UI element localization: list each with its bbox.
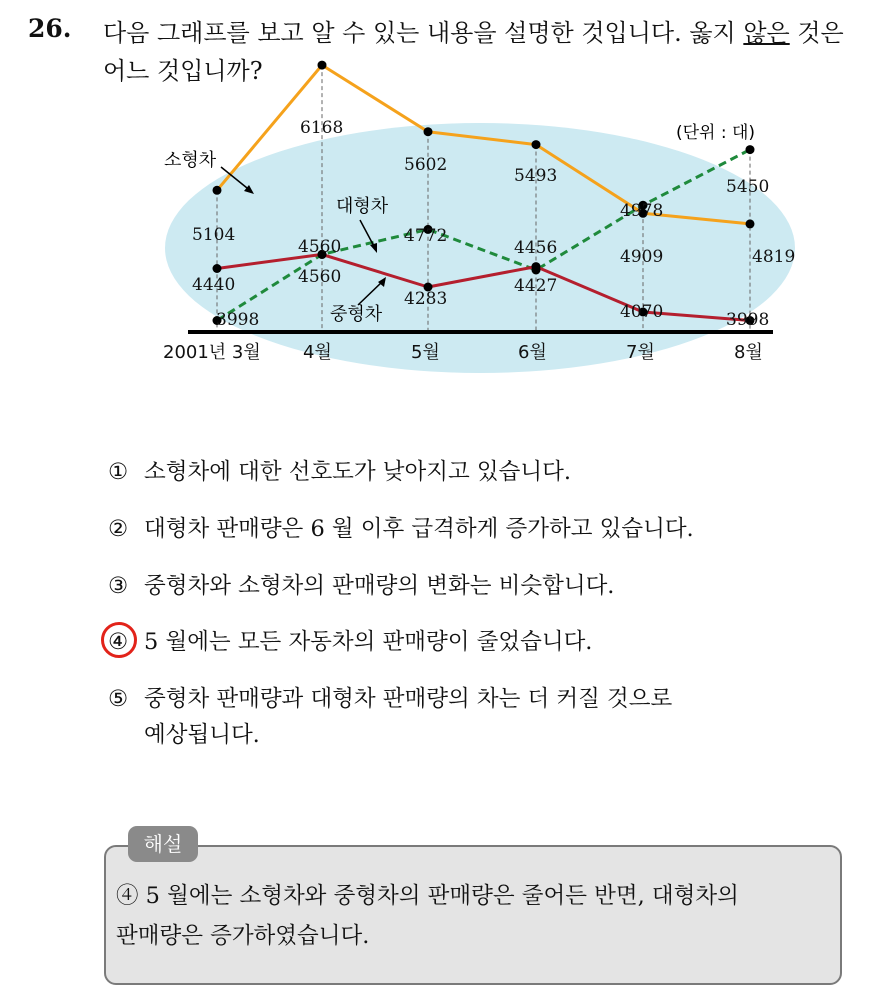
choice-2[interactable] — [108, 511, 694, 547]
choice-3[interactable] — [108, 568, 614, 604]
question-text-underlined: 않은 — [743, 19, 790, 47]
value-label-medium-3: 4456 — [514, 238, 558, 258]
value-label-large-5: 5450 — [726, 177, 770, 197]
choice-1[interactable] — [108, 454, 571, 490]
value-label-large-3: 4427 — [514, 276, 558, 296]
series-label-large: 대형차 — [336, 196, 389, 217]
question-text-before: 다음 그래프를 보고 알 수 있는 내용을 설명한 것입니다. 옳지 — [103, 19, 744, 47]
value-label-medium-0: 4440 — [192, 275, 236, 295]
value-label-medium-2: 4283 — [404, 289, 448, 309]
x-label-2: 5월 — [411, 342, 440, 363]
question-text-after: 것은 어느 것입니까? — [103, 19, 844, 85]
series-label-small: 소형차 — [164, 150, 217, 171]
data-point-s2-3 — [532, 262, 541, 271]
value-label-small-3: 5493 — [514, 166, 558, 186]
choice-1-marker: ① — [108, 459, 129, 485]
choice-4-text: 5 월에는 모든 자동차의 판매량이 줄었습니다. — [144, 629, 593, 655]
choice-5-text-line2: 예상됩니다. — [144, 722, 260, 748]
data-point-s0-3 — [532, 140, 541, 149]
data-point-s0-5 — [746, 219, 755, 228]
explanation-line-2: 판매량은 증가하였습니다. — [116, 923, 370, 949]
x-label-1: 4월 — [303, 342, 332, 363]
value-label-medium-4: 4070 — [620, 302, 664, 322]
value-label-large-0: 3998 — [216, 310, 260, 330]
x-label-5: 8월 — [734, 342, 763, 363]
data-point-s2-0 — [213, 264, 222, 273]
question-number: 26. — [28, 14, 72, 43]
series-label-medium: 중형차 — [330, 304, 383, 325]
x-label-4: 7월 — [626, 342, 655, 363]
choice-1-text: 소형차에 대한 선호도가 낮아지고 있습니다. — [144, 459, 571, 485]
data-point-s0-0 — [213, 186, 222, 195]
choice-4[interactable] — [108, 624, 592, 660]
value-label-large-1: 4560 — [298, 267, 342, 287]
explanation-tag: 해설 — [128, 826, 198, 862]
value-label-small-4: 4909 — [620, 247, 664, 267]
data-point-s1-5 — [746, 145, 755, 154]
value-label-medium-5: 3998 — [726, 310, 770, 330]
choice-3-text: 중형차와 소형차의 판매량의 변화는 비슷합니다. — [144, 573, 615, 599]
explanation-text — [116, 876, 836, 956]
value-label-large-4: 4978 — [620, 201, 664, 221]
unit-note: (단위 : 대) — [676, 123, 756, 143]
value-label-medium-1: 4560 — [298, 237, 342, 257]
x-label-0: 2001년 3월 — [163, 342, 261, 363]
choice-3-marker: ③ — [108, 573, 129, 599]
value-label-large-2: 4772 — [404, 226, 448, 246]
value-label-small-0: 5104 — [192, 225, 236, 245]
line-chart — [0, 0, 884, 400]
data-point-s0-1 — [318, 61, 327, 70]
value-label-small-1: 6168 — [300, 118, 344, 138]
data-point-s0-2 — [424, 127, 433, 136]
choice-5-marker: ⑤ — [108, 686, 129, 712]
choice-2-text: 대형차 판매량은 6 월 이후 급격하게 증가하고 있습니다. — [144, 516, 694, 542]
x-label-3: 6월 — [518, 342, 547, 363]
choice-4-marker: ④ — [108, 629, 129, 655]
choice-2-marker: ② — [108, 516, 129, 542]
choice-5-text: 중형차 판매량과 대형차 판매량의 차는 더 커질 것으로 — [144, 686, 673, 712]
choice-5[interactable] — [108, 681, 672, 753]
explanation-line-1: ④ 5 월에는 소형차와 중형차의 판매량은 줄어든 반면, 대형차의 — [116, 883, 739, 909]
value-label-small-5: 4819 — [752, 247, 796, 267]
value-label-small-2: 5602 — [404, 155, 448, 175]
